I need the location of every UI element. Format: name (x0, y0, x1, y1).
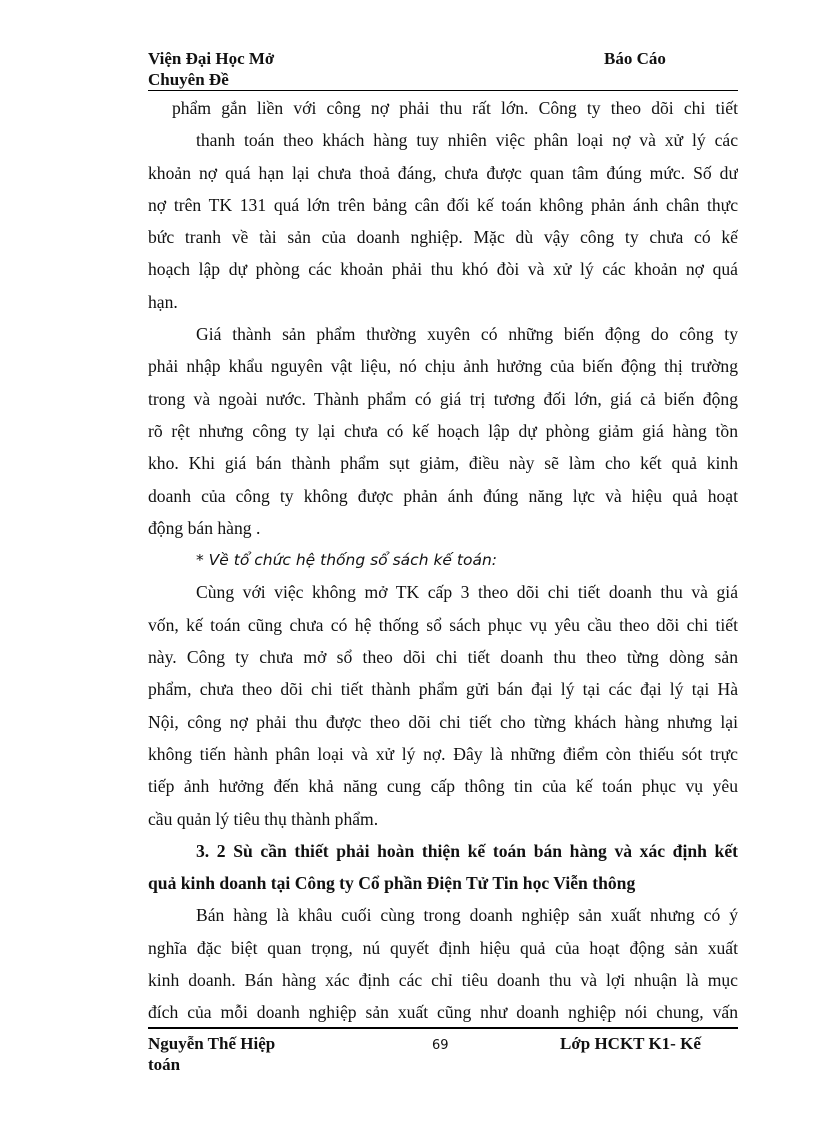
page-number: 69 (432, 1038, 449, 1053)
body-line: cầu quản lý tiêu thụ thành phẩm. (148, 808, 379, 829)
footer-divider (148, 1027, 738, 1029)
body-line: thanh toán theo khách hàng tuy nhiên việc phân loại nợ và xử lý các (196, 130, 738, 151)
header-report-label: Báo Cáo (604, 49, 666, 68)
body-line: doanh của công ty không được phản ánh đúng năng lực và hiệu quả hoạt (148, 485, 738, 506)
body-line: bức tranh về tài sản của doanh nghiệp. Mặc dù vậy công ty chưa có kế (148, 227, 738, 248)
body-line: rõ rệt nhưng công ty lại chưa có kế hoạch lập dự phòng giảm giá hàng tồn (148, 420, 738, 441)
header-institution: Viện Đại Học Mở (148, 49, 275, 68)
body-line: kho. Khi giá bán thành phẩm sụt giảm, điều này sẽ làm cho kết quả kinh (148, 453, 738, 474)
body-line: này. Công ty chưa mở sổ theo dõi chi tiết doanh thu theo từng dòng sản (148, 647, 738, 668)
section-subheading: * Về tổ chức hệ thống sổ sách kế toán: (196, 551, 497, 570)
body-line: nợ trên TK 131 quá lớn trên bảng cân đối kế toán không phản ánh chân thực (148, 194, 738, 215)
body-line: Bán hàng là khâu cuối cùng trong doanh nghiệp sản xuất nhưng có ý (196, 905, 738, 926)
body-line: đích của mỗi doanh nghiệp sản xuất cũng như doanh nghiệp nói chung, vấn (148, 1002, 738, 1023)
page-footer (148, 1033, 738, 1077)
section-heading: 3. 2 Sù cần thiết phải hoàn thiện kế toán bán hàng và xác định kết (196, 840, 738, 861)
body-line: vốn, kế toán cũng chưa có hệ thống sổ sách phục vụ yêu cầu theo dõi chi tiết (148, 614, 738, 635)
body-line: Cùng với việc không mở TK cấp 3 theo dõi chi tiết doanh thu và giá (196, 582, 738, 603)
footer-author-cont: toán (148, 1055, 181, 1074)
body-line: Nội, công nợ phải thu được theo dõi chi tiết cho từng khách hàng nhưng lại (148, 711, 738, 732)
header-doc-type: Chuyên Đề (148, 70, 229, 89)
body-line: tiếp ảnh hưởng đến khả năng cung cấp thông tin của kế toán phục vụ yêu (148, 776, 738, 797)
footer-class: Lớp HCKT K1- Kế (560, 1034, 701, 1053)
header-divider (148, 90, 738, 91)
body-line: kinh doanh. Bán hàng xác định các chỉ tiêu doanh thu và lợi nhuận là mục (148, 970, 738, 991)
document-body (148, 92, 738, 1029)
footer-author: Nguyễn Thế Hiệp (148, 1034, 276, 1053)
page-header (148, 48, 738, 90)
body-line: phẩm, chưa theo dõi chi tiết thành phẩm gửi bán đại lý tại các đại lý tại Hà (148, 679, 738, 700)
body-line: phải nhập khẩu nguyên vật liệu, nó chịu ảnh hưởng của biến động thị trường (148, 356, 738, 377)
body-line: hoạch lập dự phòng các khoản phải thu khó đòi và xử lý các khoản nợ quá (148, 259, 738, 280)
body-line: nghĩa đặc biệt quan trọng, nú quyết định hiệu quả của hoạt động sản xuất (148, 937, 738, 958)
body-line: không tiến hành phân loại và xử lý nợ. Đây là những điểm còn thiếu sót trực (148, 743, 738, 764)
body-line: phẩm gắn liền với công nợ phải thu rất lớn. Công ty theo dõi chi tiết (172, 98, 738, 118)
body-line: trong và ngoài nước. Thành phẩm có giá trị tương đối lớn, giá cả biến động (148, 388, 738, 409)
section-heading-cont: quả kinh doanh tại Công ty Cổ phần Điện Tử Tin học Viễn thông (148, 873, 636, 894)
body-line: Giá thành sản phẩm thường xuyên có những biến động do công ty (196, 324, 738, 345)
body-line: khoản nợ quá hạn lại chưa thoả đáng, chưa được quan tâm đúng mức. Số dư (148, 162, 738, 183)
body-line: hạn. (148, 291, 178, 312)
body-line: động bán hàng . (148, 517, 261, 538)
